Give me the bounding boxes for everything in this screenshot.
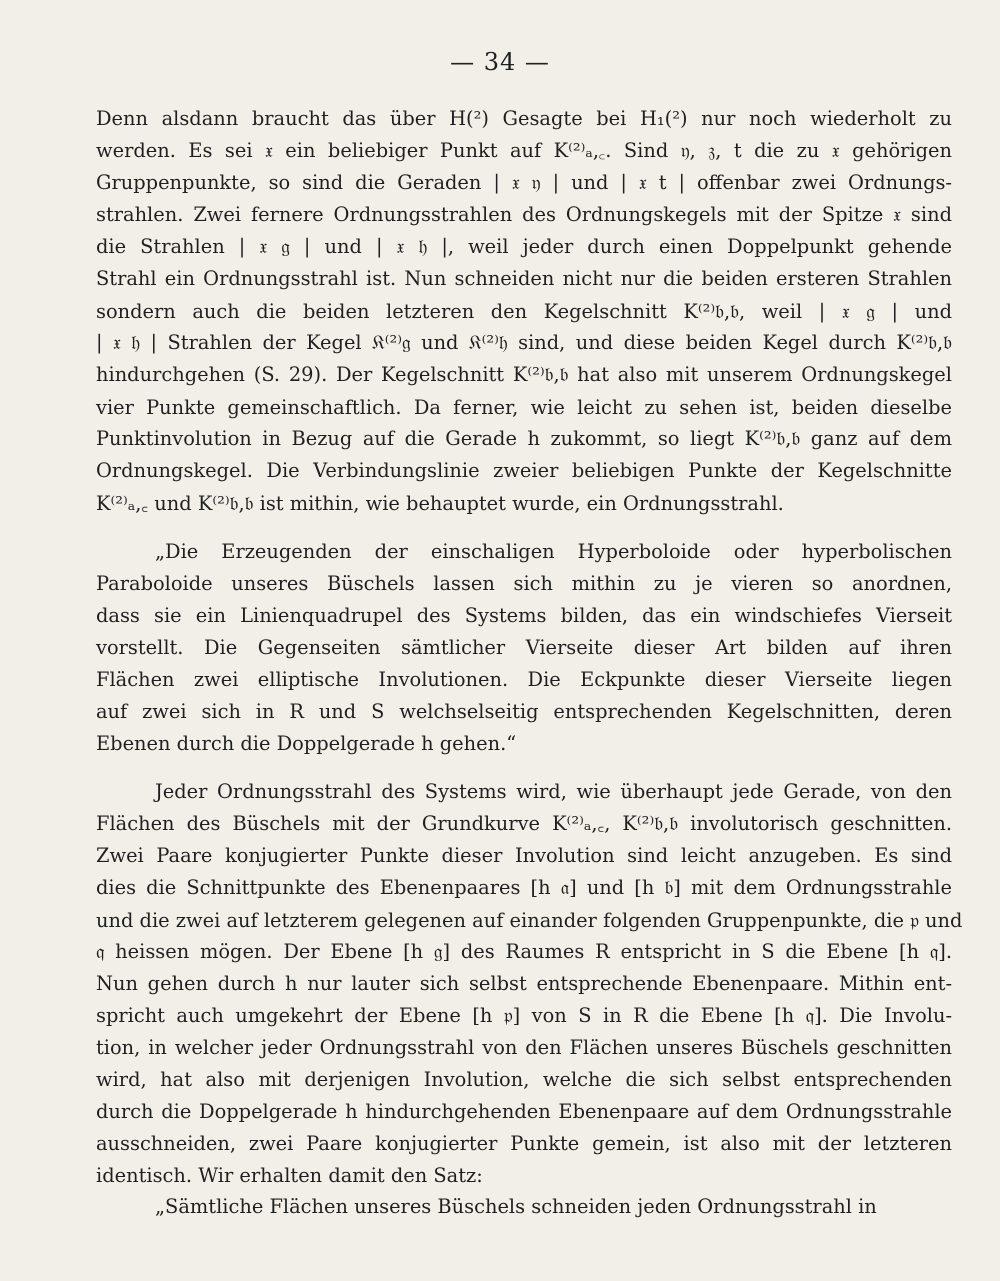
text-line: | 𝔵 𝔥 | Strahlen der Kegel 𝔎⁽²⁾𝔤 und 𝔎⁽²⁾𝔥 sind, und diese beiden Kegel durch K⁽²⁾𝔟,𝔟: [96, 331, 952, 354]
text-line: Paraboloide unseres Büschels lassen sich mithin zu je vieren so anordnen,: [96, 572, 952, 595]
text-line: 𝔮 heissen mögen. Der Ebene [h 𝔤] des Raumes R entspricht in S die Ebene [h 𝔮].: [96, 940, 952, 963]
text-line: Zwei Paare konjugierter Punkte dieser Involution sind leicht anzugeben. Es sind: [96, 844, 952, 867]
text-line: dies die Schnittpunkte des Ebenenpaares [h 𝔞] und [h 𝔟] mit dem Ordnungsstrahle: [96, 876, 952, 899]
text-line: hindurchgehen (S. 29). Der Kegelschnitt K⁽²⁾𝔟,𝔟 hat also mit unserem Ordnungskegel: [96, 363, 952, 386]
text-line: Strahl ein Ordnungsstrahl ist. Nun schneiden nicht nur die beiden ersteren Strahlen: [96, 267, 952, 290]
text-line: „Die Erzeugenden der einschaligen Hyperboloide oder hyperbolischen: [155, 540, 952, 563]
text-line: identisch. Wir erhalten damit den Satz:: [96, 1164, 483, 1187]
text-line: vier Punkte gemeinschaftlich. Da ferner, wie leicht zu sehen ist, beiden dieselbe: [96, 396, 952, 419]
text-line: Flächen des Büschels mit der Grundkurve K⁽²⁾ₐ,꜀, K⁽²⁾𝔟,𝔟 involutorisch geschnitten.: [96, 812, 952, 835]
text-line: „Sämtliche Flächen unseres Büschels schneiden jeden Ordnungsstrahl in: [155, 1195, 877, 1218]
text-line: wird, hat also mit derjenigen Involution, welche die sich selbst entsprechenden: [96, 1068, 952, 1091]
text-line: durch die Doppelgerade h hindurchgehenden Ebenenpaare auf dem Ordnungsstrahle: [96, 1100, 952, 1123]
text-line: Jeder Ordnungsstrahl des Systems wird, wie überhaupt jede Gerade, von den: [155, 780, 952, 803]
text-line: strahlen. Zwei fernere Ordnungsstrahlen des Ordnungskegels mit der Spitze 𝔵 sind: [96, 203, 952, 226]
page-number: — 34 —: [450, 48, 550, 76]
text-line: spricht auch umgekehrt der Ebene [h 𝔭] von S in R die Ebene [h 𝔮]. Die Involu-: [96, 1004, 952, 1027]
text-line: Ordnungskegel. Die Verbindungslinie zweier beliebigen Punkte der Kegelschnitte: [96, 459, 952, 482]
text-line: Ebenen durch die Doppelgerade h gehen.“: [96, 732, 517, 755]
text-line: ausschneiden, zwei Paare konjugierter Punkte gemein, ist also mit der letzteren: [96, 1132, 952, 1155]
text-line: Nun gehen durch h nur lauter sich selbst entsprechende Ebenenpaare. Mithin ent-: [96, 972, 952, 995]
text-line: und die zwei auf letzterem gelegenen auf einander folgenden Gruppenpunkte, die 𝔭 und: [96, 909, 963, 932]
text-line: tion, in welcher jeder Ordnungsstrahl von den Flächen unseres Büschels geschnitten: [96, 1036, 952, 1059]
text-line: Gruppenpunkte, so sind die Geraden | 𝔵 𝔶 | und | 𝔵 t | offenbar zwei Ordnungs-: [96, 171, 952, 194]
text-line: K⁽²⁾ₐ,꜀ und K⁽²⁾𝔟,𝔟 ist mithin, wie behauptet wurde, ein Ordnungsstrahl.: [96, 492, 784, 515]
text-line: auf zwei sich in R und S welchselseitig entsprechenden Kegelschnitten, deren: [96, 700, 952, 723]
text-line: dass sie ein Linienquadrupel des Systems bilden, das ein windschiefes Vierseit: [96, 604, 952, 627]
text-line: Punktinvolution in Bezug auf die Gerade h zukommt, so liegt K⁽²⁾𝔟,𝔟 ganz auf dem: [96, 427, 952, 450]
text-line: Flächen zwei elliptische Involutionen. Die Eckpunkte dieser Vierseite liegen: [96, 668, 952, 691]
text-line: werden. Es sei 𝔵 ein beliebiger Punkt auf K⁽²⁾ₐ,꜀. Sind 𝔶, 𝔷, t die zu 𝔵 gehörigen: [96, 139, 952, 162]
text-line: sondern auch die beiden letzteren den Kegelschnitt K⁽²⁾𝔟,𝔟, weil | 𝔵 𝔤 | und: [96, 300, 952, 323]
text-line: vorstellt. Die Gegenseiten sämtlicher Vierseite dieser Art bilden auf ihren: [96, 636, 952, 659]
text-line: Denn alsdann braucht das über H(²) Gesagte bei H₁(²) nur noch wiederholt zu: [96, 107, 952, 130]
text-line: die Strahlen | 𝔵 𝔤 | und | 𝔵 𝔥 |, weil jeder durch einen Doppelpunkt gehende: [96, 235, 952, 258]
